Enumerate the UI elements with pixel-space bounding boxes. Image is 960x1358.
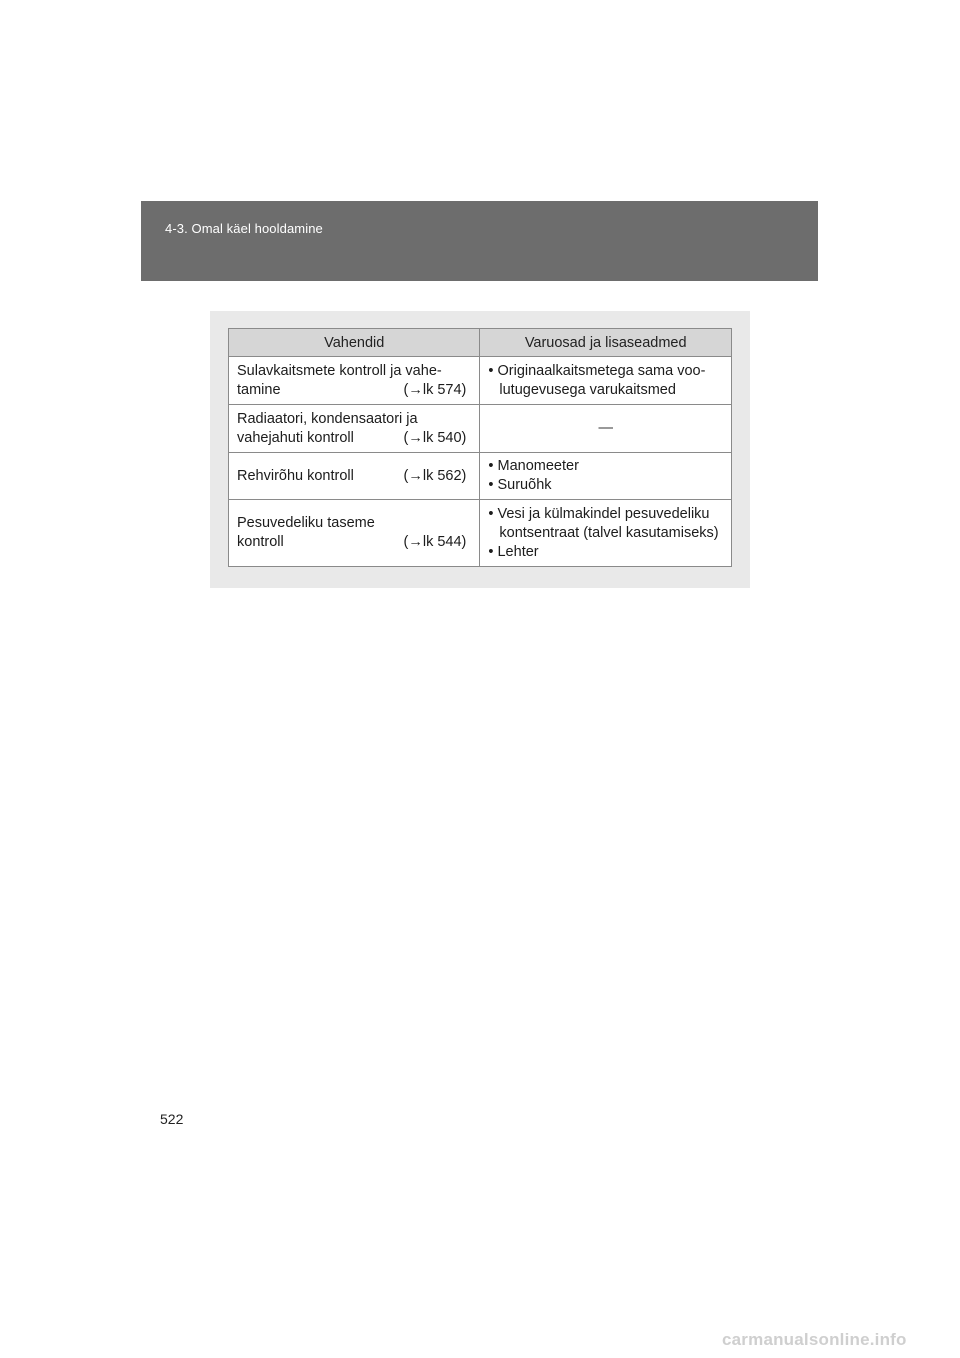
- page-reference: (→lk 540): [403, 429, 467, 446]
- list-item: • Vesi ja külmakindel pesuvedeliku kontsentraat (talvel kasutamiseks): [488, 505, 719, 541]
- table-row: [229, 453, 732, 500]
- watermark-text: carmanualsonline.info: [722, 1330, 907, 1349]
- section-title: 4-3. Omal käel hooldamine: [165, 221, 323, 236]
- tool-text: Radiaatori, kondensaatori ja: [237, 410, 418, 427]
- table-panel: [210, 311, 750, 588]
- parts-cell: [480, 357, 732, 405]
- parts-cell: [480, 453, 732, 500]
- column-header-tools: Vahendid: [229, 329, 480, 357]
- tool-text: Rehvirõhu kontroll: [237, 467, 354, 484]
- tool-cell: [229, 500, 480, 567]
- section-header-band: [141, 201, 818, 281]
- tool-text: Sulavkaitsmete kontroll ja vahe-: [237, 362, 442, 379]
- tool-text: Pesuvedeliku taseme: [237, 515, 375, 531]
- page-reference: (→lk 544): [403, 534, 467, 550]
- tool-text: tamine: [237, 381, 281, 398]
- tools-table: [228, 328, 732, 567]
- list-item: • Lehter: [488, 543, 539, 560]
- table-row: [229, 405, 732, 453]
- tool-text: vahejahuti kontroll: [237, 429, 354, 446]
- page-number: 522: [160, 1111, 184, 1127]
- page-reference: (→lk 574): [403, 381, 467, 398]
- parts-cell: [480, 500, 732, 567]
- table-header-row: [229, 329, 732, 357]
- list-item: • Originaalkaitsmetega sama voo-lutugevusega varukaitsmed: [488, 362, 706, 398]
- table-row: [229, 500, 732, 567]
- tool-text: kontroll: [237, 534, 284, 550]
- page-reference: (→lk 562): [403, 467, 467, 484]
- tool-cell: [229, 453, 480, 500]
- tool-cell: [229, 357, 480, 405]
- table-row: [229, 357, 732, 405]
- column-header-parts: Varuosad ja lisaseadmed: [480, 329, 732, 357]
- list-item: • Suruõhk: [488, 477, 552, 493]
- parts-cell-empty: —: [480, 405, 732, 453]
- tool-cell: [229, 405, 480, 453]
- list-item: • Manomeeter: [488, 458, 579, 474]
